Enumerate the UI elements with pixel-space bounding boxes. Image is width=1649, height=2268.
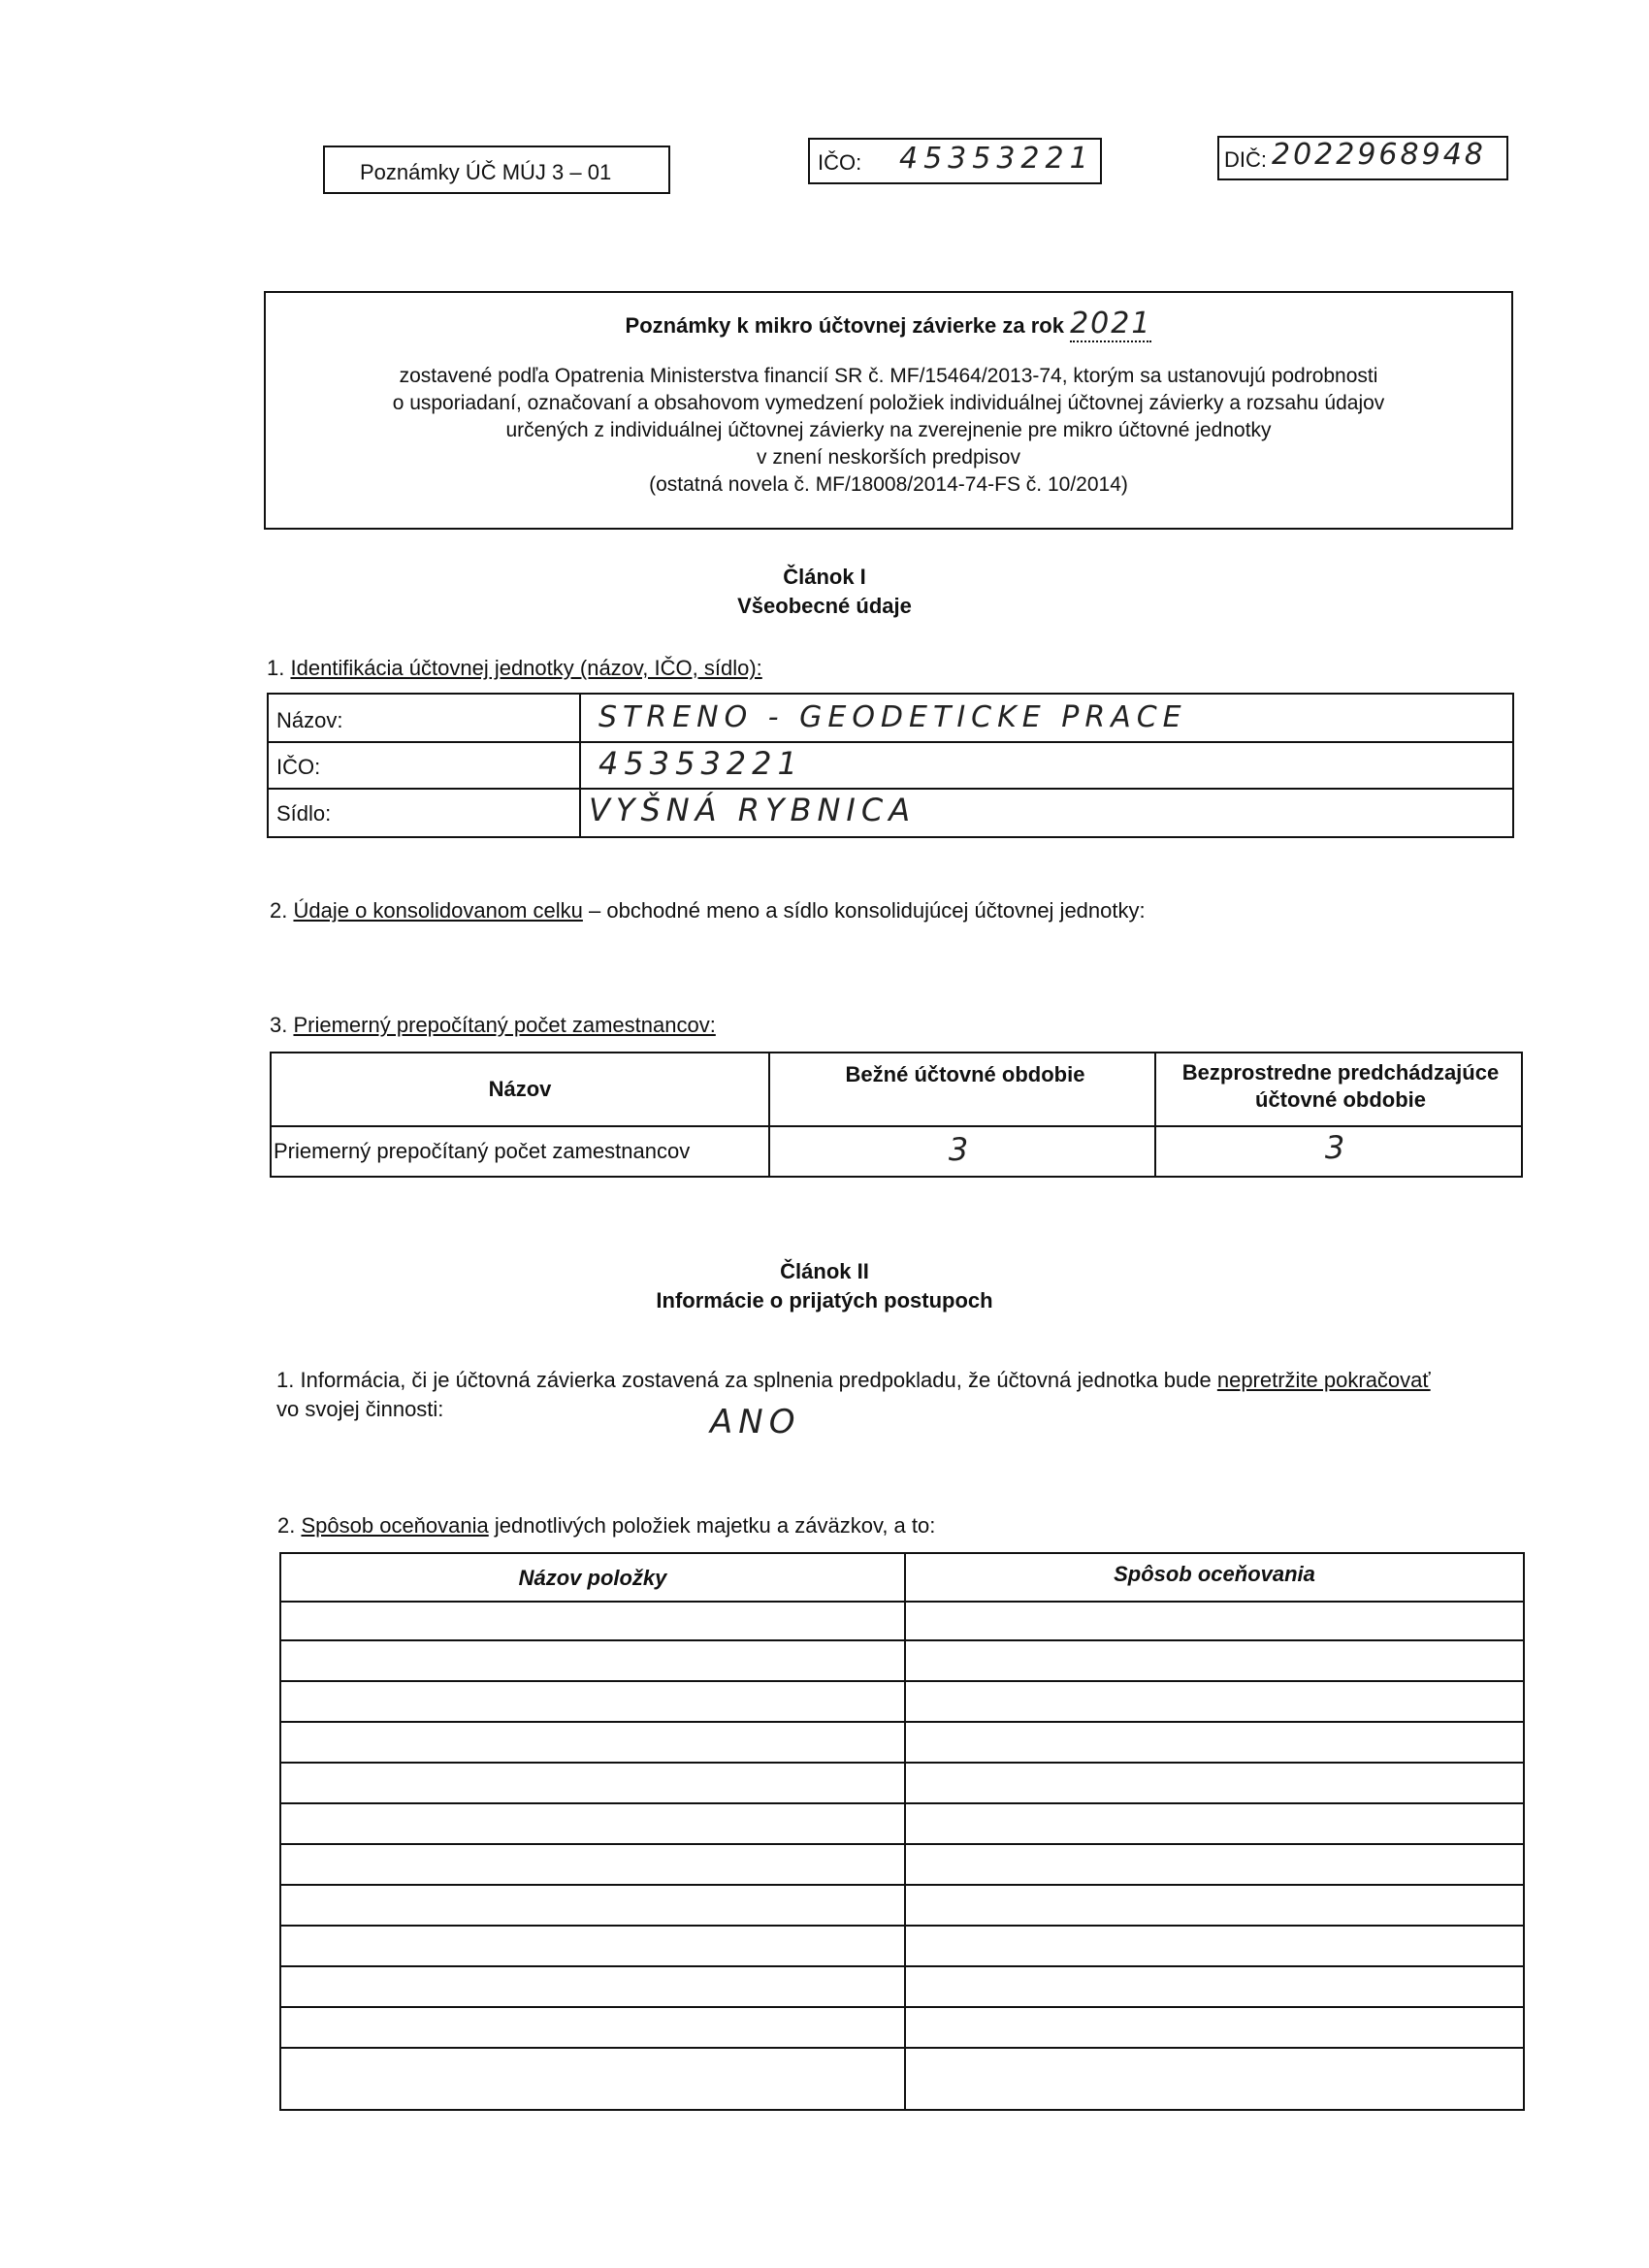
article1-title: Článok I: [783, 565, 866, 589]
section1-1: [267, 656, 762, 681]
section-number: 2.: [277, 1513, 296, 1538]
emp-header-name: Názov: [488, 1077, 552, 1101]
table-row: [281, 1639, 1523, 1641]
table-row: [281, 1965, 1523, 1967]
article1-subtitle: Všeobecné údaje: [737, 594, 912, 618]
dic-value: 2022968948: [1272, 138, 1486, 172]
title-line-2: o usporiadaní, označovaní a obsahovom vymedzení položiek individuálnej účtovnej závierky a rozsahu údajov: [392, 392, 1385, 414]
id-value-ico: 45353221: [598, 745, 803, 782]
section-number: 1.: [276, 1368, 295, 1392]
article2-subtitle: Informácie o prijatých postupoch: [656, 1288, 993, 1312]
section-number: 3.: [270, 1013, 288, 1037]
year-value: 2021: [1070, 307, 1152, 340]
emp-header-previous: Bezprostredne predchádzajúce účtovné obdobie: [1181, 1060, 1500, 1112]
table-row: [281, 1762, 1523, 1764]
ico-value: 45353221: [899, 142, 1094, 176]
title-line-5: (ostatná novela č. MF/18008/2014-74-FS č. 10/2014): [649, 473, 1128, 496]
emp-row-previous: 3: [1324, 1129, 1351, 1166]
section-text: Priemerný prepočítaný počet zamestnancov:: [293, 1013, 716, 1037]
divider: [904, 1554, 906, 2109]
table-row: [281, 1884, 1523, 1886]
divider: [269, 741, 1512, 743]
dic-label: DIČ:: [1224, 147, 1267, 172]
section-text-underlined: Spôsob oceňovania: [301, 1513, 489, 1538]
section-text-underlined: Údaje o konsolidovanom celku: [293, 898, 583, 923]
going-concern-answer: ANO: [710, 1403, 801, 1442]
form-code-box: [323, 146, 670, 194]
table-row: [281, 1721, 1523, 1723]
id-label-ico: IČO:: [276, 755, 321, 779]
title-box: [264, 291, 1513, 530]
table-row: [281, 1601, 1523, 1603]
section-text-cont: vo svojej činnosti:: [276, 1397, 444, 1421]
divider: [272, 1125, 1521, 1127]
title-line: [266, 307, 1511, 340]
emp-header-current: Bežné účtovné obdobie: [845, 1062, 1085, 1086]
table-row: [281, 1802, 1523, 1804]
title-lines: [266, 363, 1511, 499]
section2-2: [277, 1513, 935, 1539]
id-value-name: STRENO - GEODETICKE PRACE: [598, 700, 1187, 734]
dic-box: [1217, 136, 1508, 180]
title-line-3: určených z individuálnej účtovnej závierky na zverejnenie pre mikro účtovné jednotky: [505, 419, 1272, 441]
id-label-seat: Sídlo:: [276, 801, 332, 826]
employees-table: [270, 1052, 1523, 1178]
divider: [269, 788, 1512, 790]
title-text: Poznámky k mikro účtovnej závierke za rok: [625, 313, 1064, 338]
identification-table: [267, 693, 1514, 838]
ico-box: [808, 138, 1102, 184]
table-row: [281, 1680, 1523, 1682]
ico-label: IČO:: [818, 150, 862, 175]
id-value-seat: VYŠNÁ RYBNICA: [589, 792, 917, 828]
table-row: [281, 2006, 1523, 2008]
valuation-table: [279, 1552, 1525, 2111]
section-number: 1.: [267, 656, 285, 680]
section-number: 2.: [270, 898, 288, 923]
table-row: [281, 1925, 1523, 1927]
section1-2: [270, 898, 1146, 923]
section2-1: [276, 1366, 1431, 1424]
emp-row-label: Priemerný prepočítaný počet zamestnancov: [274, 1139, 691, 1163]
form-code: Poznámky ÚČ MÚJ 3 – 01: [360, 160, 612, 184]
val-header-item: Názov položky: [518, 1566, 667, 1590]
id-label-name: Názov:: [276, 708, 343, 732]
section-text: jednotlivých položiek majetku a záväzkov, a to:: [488, 1513, 936, 1538]
title-line-1: zostavené podľa Opatrenia Ministerstva financií SR č. MF/15464/2013-74, ktorým sa ustanovujú podrobnosti: [399, 365, 1378, 387]
section-text: Identifikácia účtovnej jednotky (názov, IČO, sídlo):: [290, 656, 762, 680]
article1-heading: [0, 563, 1649, 621]
section-text-underlined: nepretržite pokračovať: [1216, 1368, 1431, 1392]
title-line-4: v znení neskorších predpisov: [757, 446, 1020, 469]
emp-row-current: 3: [948, 1131, 975, 1168]
article2-heading: [0, 1257, 1649, 1315]
section-text: Informácia, či je účtovná závierka zostavená za splnenia predpokladu, že účtovná jednotka bude: [300, 1368, 1217, 1392]
table-row: [281, 1843, 1523, 1845]
section-text: – obchodné meno a sídlo konsolidujúcej účtovnej jednotky:: [582, 898, 1146, 923]
article2-title: Článok II: [780, 1259, 869, 1283]
divider: [579, 695, 581, 836]
section1-3: [270, 1013, 716, 1038]
table-row: [281, 2047, 1523, 2049]
val-header-method: Spôsob oceňovania: [1114, 1562, 1315, 1586]
